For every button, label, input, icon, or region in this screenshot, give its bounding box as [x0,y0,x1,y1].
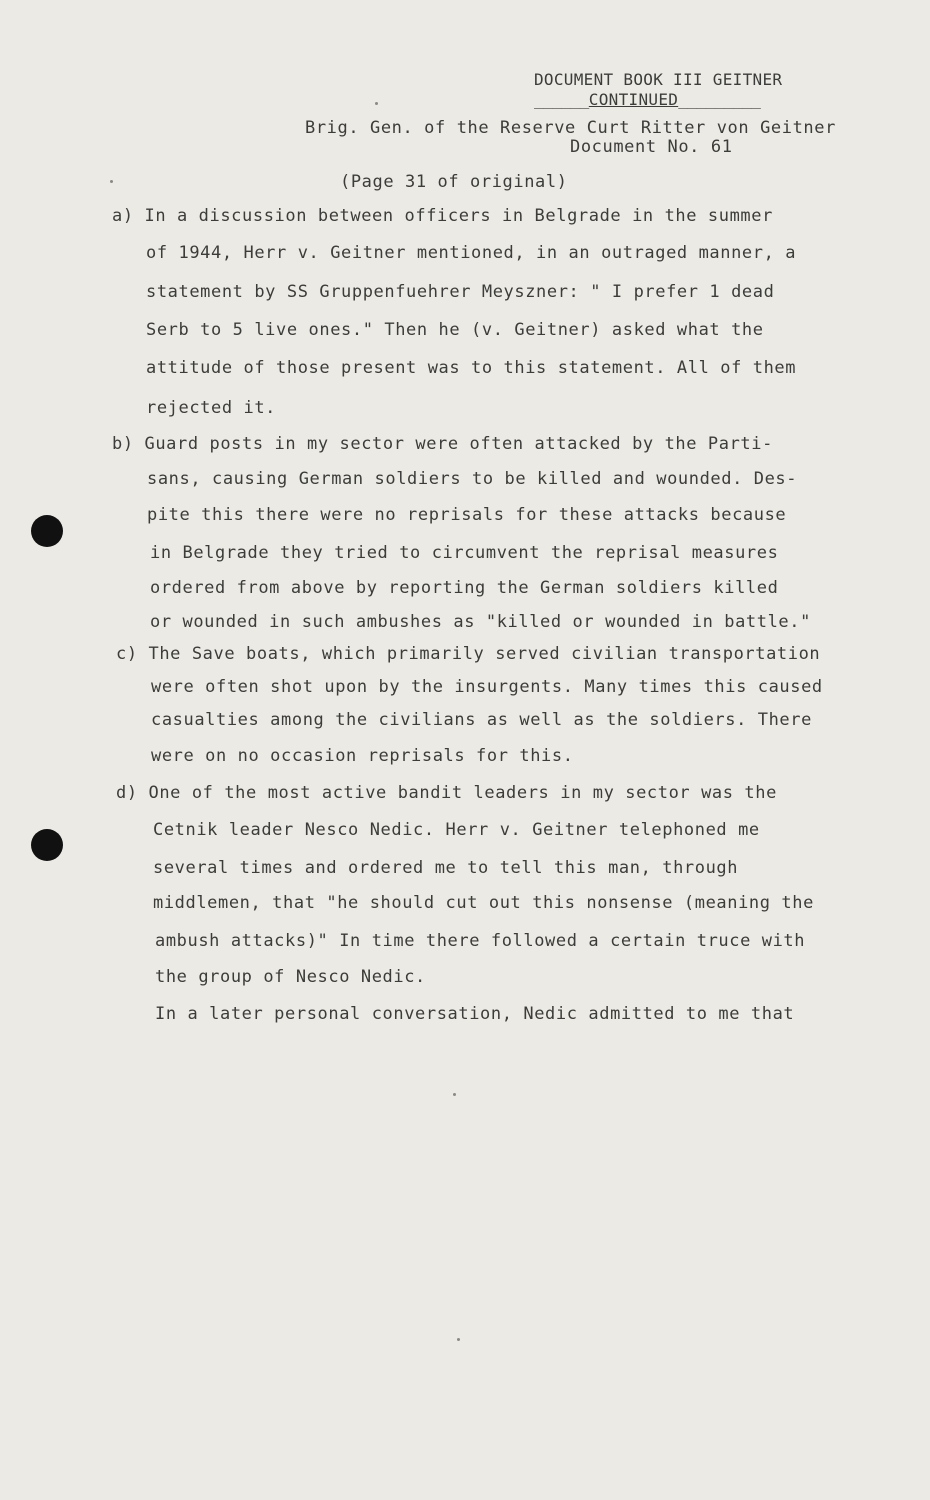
text-line: In a later personal conversation, Nedic admitted to me that [155,1004,795,1024]
paper-speck [453,1093,456,1096]
continued-suffix: _________ [678,90,761,109]
punch-hole [31,829,63,861]
text-line: Serb to 5 live ones." Then he (v. Geitner) asked what the [146,320,764,340]
text-line: d) One of the most active bandit leaders in my sector was the [116,783,777,803]
text-line: the group of Nesco Nedic. [155,967,426,987]
text-line: c) The Save boats, which primarily served civilian transportation [116,644,821,664]
text-line: were often shot upon by the insurgents. Many times this caused [151,677,823,697]
text-line: rejected it. [146,398,277,418]
text-line: attitude of those present was to this statement. All of them [146,358,797,378]
text-line: pite this there were no reprisals for these attacks because [147,505,787,525]
text-line: or wounded in such ambushes as "killed or wounded in battle." [150,612,811,632]
text-line: a) In a discussion between officers in Belgrade in the summer [112,206,773,226]
text-line: sans, causing German soldiers to be killed and wounded. Des- [147,469,798,489]
document-book-title: DOCUMENT BOOK III GEITNER [534,70,783,89]
text-line: ambush attacks)" In time there followed a certain truce with [155,931,806,951]
paper-speck [110,180,113,183]
text-line: in Belgrade they tried to circumvent the reprisal measures [150,543,779,563]
author-line: Brig. Gen. of the Reserve Curt Ritter von Geitner [305,118,836,138]
page-reference: (Page 31 of original) [340,172,568,192]
text-line: ordered from above by reporting the German soldiers killed [150,578,779,598]
continued-word: CONTINUED [588,90,679,109]
punch-hole [31,515,63,547]
continued-prefix: ______ [534,90,589,109]
document-number: Document No. 61 [570,137,733,157]
text-line: b) Guard posts in my sector were often attacked by the Parti- [112,434,773,454]
text-line: middlemen, that "he should cut out this nonsense (meaning the [153,893,814,913]
text-line: statement by SS Gruppenfuehrer Meyszner: " I prefer 1 dead [146,282,775,302]
text-line: several times and ordered me to tell this man, through [153,858,739,878]
text-line: casualties among the civilians as well as the soldiers. There [151,710,812,730]
paper-speck [375,102,378,105]
text-line: Cetnik leader Nesco Nedic. Herr v. Geitner telephoned me [153,820,760,840]
text-line: of 1944, Herr v. Geitner mentioned, in an outraged manner, a [146,243,797,263]
text-line: were on no occasion reprisals for this. [151,746,574,766]
continued-label [534,90,760,109]
paper-speck [457,1338,460,1341]
